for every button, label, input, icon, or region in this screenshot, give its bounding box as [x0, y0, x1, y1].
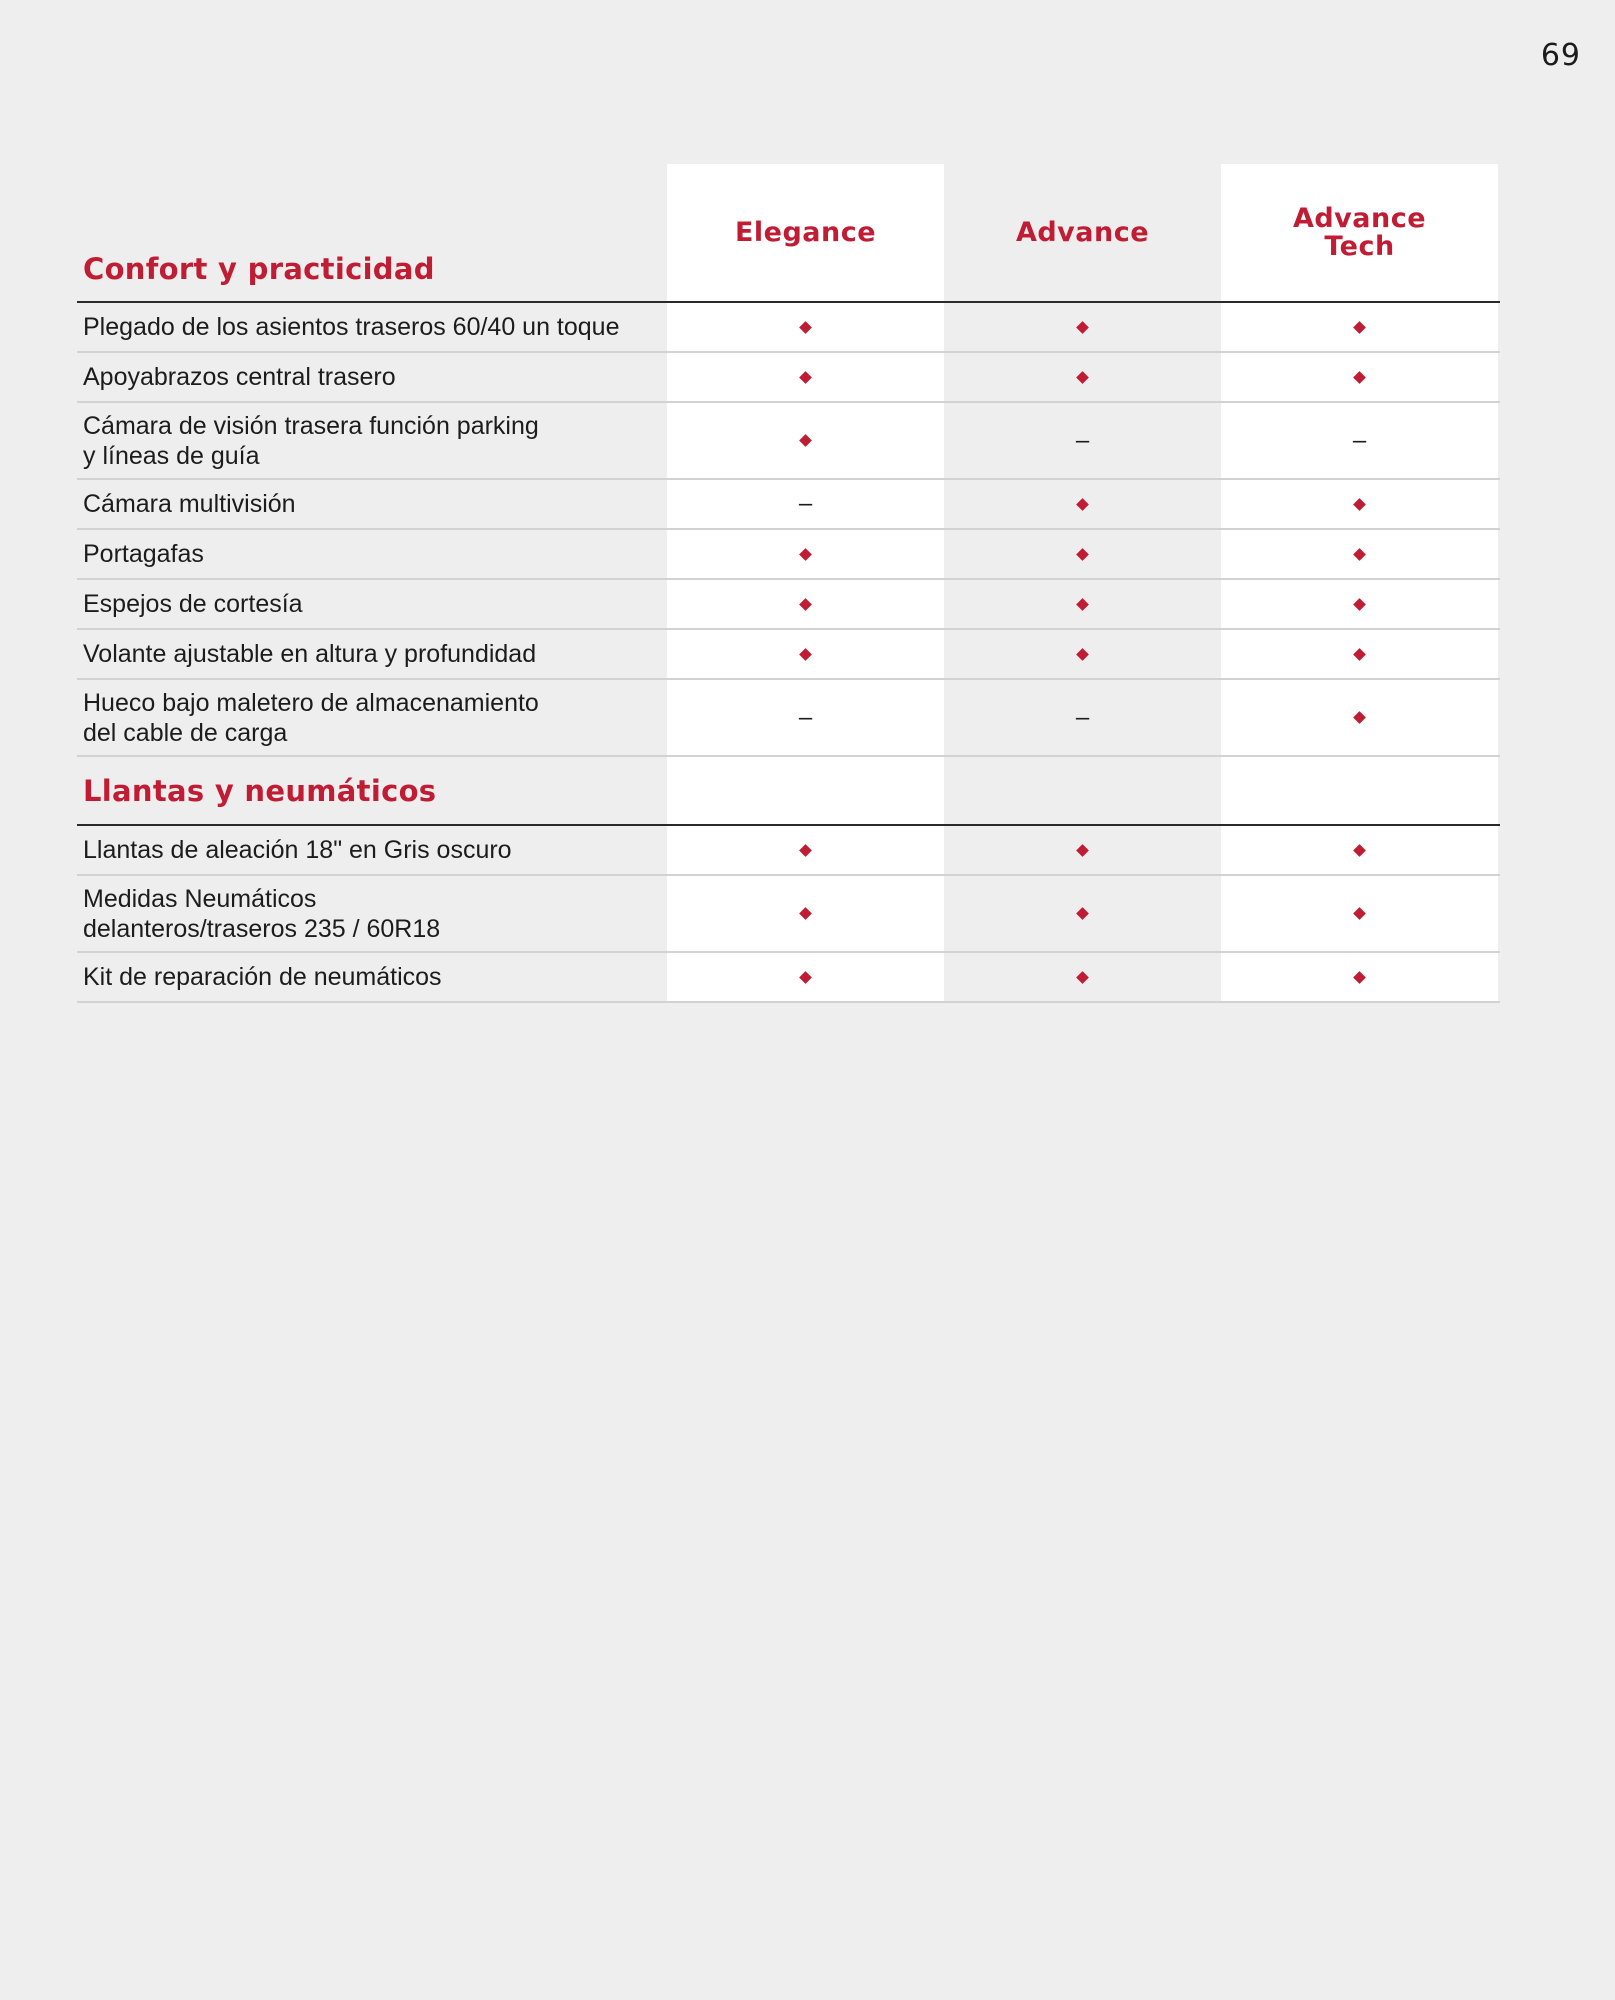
value-cell-elegance: [667, 953, 944, 1001]
table-row: [77, 630, 1500, 680]
feature-label: [77, 530, 667, 578]
availability-mark: –: [798, 703, 813, 731]
availability-mark: –: [798, 490, 813, 517]
feature-text: Hueco bajo maletero de almacenamiento: [83, 688, 539, 717]
feature-text: y líneas de guía: [83, 441, 260, 470]
table-row: [77, 480, 1500, 530]
table-header-row: [77, 164, 1500, 303]
availability-mark: [799, 844, 812, 857]
value-cell-elegance: [667, 580, 944, 628]
value-cell-advance: [944, 480, 1221, 528]
value-cell-advance-tech: [1221, 876, 1498, 951]
value-cell-advance-tech: [1221, 953, 1498, 1001]
value-cell-advance: [944, 953, 1221, 1001]
feature-text: Kit de reparación de neumáticos: [83, 963, 442, 991]
value-cell-advance-tech: [1221, 403, 1498, 478]
feature-text: Cámara multivisión: [83, 490, 296, 518]
availability-mark: [1076, 498, 1089, 511]
section-title: Llantas y neumáticos: [83, 773, 437, 808]
feature-label: [77, 403, 667, 478]
availability-mark: [1353, 711, 1366, 724]
availability-mark: [1076, 321, 1089, 334]
feature-text: Llantas de aleación 18" en Gris oscuro: [83, 836, 512, 864]
availability-mark: [799, 321, 812, 334]
availability-mark: [1353, 548, 1366, 561]
availability-mark: [1076, 548, 1089, 561]
feature-label: [77, 580, 667, 628]
value-cell-advance: [944, 826, 1221, 874]
value-cell-elegance: [667, 303, 944, 351]
table-row: [77, 303, 1500, 353]
table-row: [77, 953, 1500, 1003]
column-header-label: Tech: [1324, 230, 1395, 262]
value-cell-advance-tech: [1221, 826, 1498, 874]
feature-text: delanteros/traseros 235 / 60R18: [83, 914, 441, 943]
feature-label: [77, 826, 667, 874]
value-cell-advance: [944, 630, 1221, 678]
feature-text: Cámara de visión trasera función parking: [83, 411, 539, 440]
feature-text: Plegado de los asientos traseros 60/40 un toque: [83, 313, 620, 341]
page-number: 69: [1540, 38, 1581, 73]
value-cell-advance: [944, 680, 1221, 755]
availability-mark: [1076, 371, 1089, 384]
table-row: [77, 580, 1500, 630]
value-cell-advance-tech: [1221, 303, 1498, 351]
column-header-label: Elegance: [734, 216, 877, 248]
feature-label: [77, 303, 667, 351]
availability-mark: [1353, 321, 1366, 334]
value-cell-advance: [944, 403, 1221, 478]
value-cell-advance-tech: [1221, 530, 1498, 578]
availability-mark: [799, 971, 812, 984]
spec-table: [77, 164, 1500, 1003]
value-cell-advance-tech: [1221, 353, 1498, 401]
value-cell-elegance: [667, 630, 944, 678]
availability-mark: [1353, 844, 1366, 857]
value-cell-advance-tech: [1221, 630, 1498, 678]
availability-mark: [1076, 648, 1089, 661]
availability-mark: [1076, 844, 1089, 857]
value-cell-advance-tech: [1221, 580, 1498, 628]
section-title-cell: [77, 164, 667, 301]
table-row: [77, 353, 1500, 403]
feature-text: Apoyabrazos central trasero: [83, 363, 396, 391]
feature-label: [77, 480, 667, 528]
availability-mark: –: [1075, 703, 1090, 731]
value-cell-advance-tech: [1221, 480, 1498, 528]
empty-cell: [667, 757, 944, 824]
availability-mark: [1076, 598, 1089, 611]
availability-mark: [1353, 648, 1366, 661]
table-row: [77, 680, 1500, 757]
value-cell-elegance: [667, 353, 944, 401]
value-cell-elegance: [667, 530, 944, 578]
feature-text: Medidas Neumáticos: [83, 884, 317, 913]
availability-mark: [1353, 907, 1366, 920]
value-cell-advance: [944, 876, 1221, 951]
availability-mark: [799, 598, 812, 611]
empty-cell: [944, 757, 1221, 824]
table-row: [77, 530, 1500, 580]
value-cell-advance: [944, 303, 1221, 351]
section-title: Confort y practicidad: [83, 252, 435, 286]
table-row: [77, 403, 1500, 480]
value-cell-elegance: [667, 680, 944, 755]
value-cell-elegance: [667, 826, 944, 874]
availability-mark: [799, 548, 812, 561]
column-header-label: Advance: [1292, 202, 1427, 234]
availability-mark: [1353, 498, 1366, 511]
section-title-cell: [77, 757, 667, 824]
feature-label: [77, 876, 667, 951]
feature-label: [77, 630, 667, 678]
column-header-advance: [944, 164, 1221, 301]
availability-mark: [799, 371, 812, 384]
availability-mark: [1353, 598, 1366, 611]
availability-mark: [799, 648, 812, 661]
table-row: [77, 826, 1500, 876]
feature-text: Volante ajustable en altura y profundidad: [83, 640, 537, 668]
value-cell-advance-tech: [1221, 680, 1498, 755]
feature-label: [77, 353, 667, 401]
availability-mark: [1076, 971, 1089, 984]
value-cell-elegance: [667, 403, 944, 478]
value-cell-advance: [944, 530, 1221, 578]
availability-mark: [799, 907, 812, 920]
availability-mark: [799, 434, 812, 447]
value-cell-advance: [944, 580, 1221, 628]
column-header-elegance: [667, 164, 944, 301]
availability-mark: [1353, 371, 1366, 384]
section-header-row: [77, 757, 1500, 826]
availability-mark: –: [1352, 426, 1367, 454]
availability-mark: [1076, 907, 1089, 920]
feature-label: [77, 953, 667, 1001]
column-header-advance-tech: [1221, 164, 1498, 301]
feature-text: del cable de carga: [83, 718, 288, 747]
availability-mark: [1353, 971, 1366, 984]
empty-cell: [1221, 757, 1498, 824]
feature-label: [77, 680, 667, 755]
availability-mark: –: [1075, 426, 1090, 454]
column-header-label: Advance: [1015, 216, 1150, 248]
value-cell-elegance: [667, 876, 944, 951]
value-cell-elegance: [667, 480, 944, 528]
feature-text: Portagafas: [83, 540, 204, 568]
feature-text: Espejos de cortesía: [83, 590, 303, 618]
value-cell-advance: [944, 353, 1221, 401]
table-row: [77, 876, 1500, 953]
